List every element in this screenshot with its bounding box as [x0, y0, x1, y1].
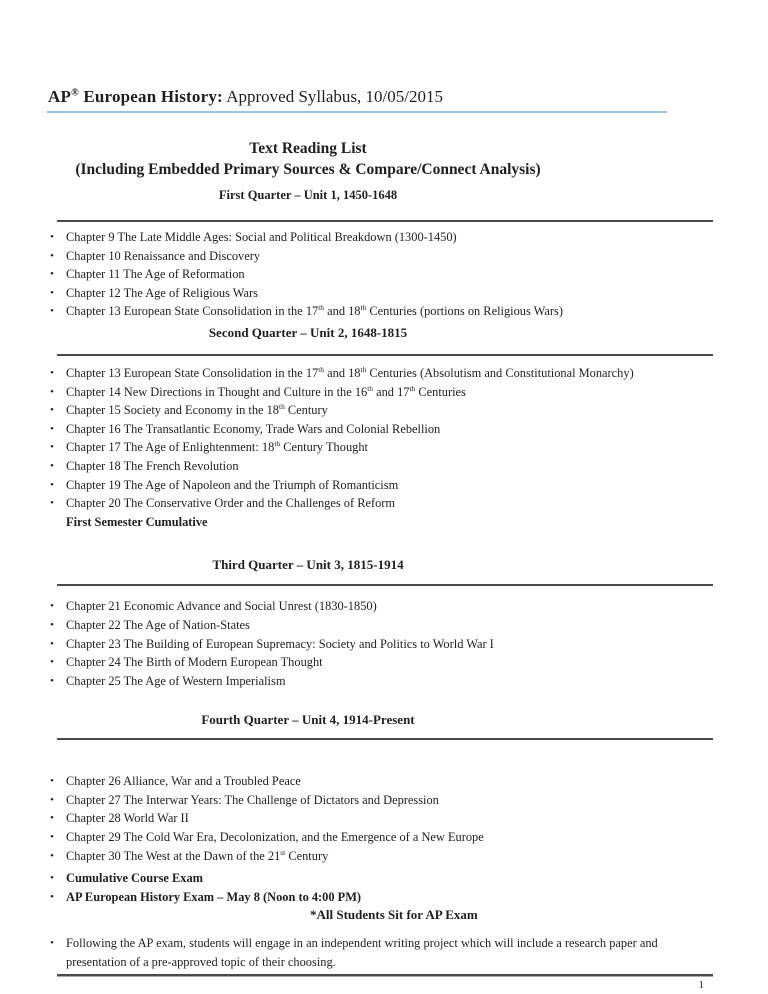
bullet-icon: •: [50, 849, 54, 862]
list-item-text: First Semester Cumulative: [66, 514, 208, 529]
page-subtitle: (Including Embedded Primary Sources & Compare/Connect Analysis): [75, 161, 541, 178]
list-item-text: Cumulative Course Exam: [66, 871, 203, 886]
list-item: [48, 809, 713, 828]
list-item: [48, 635, 713, 654]
list-item-text: Chapter 12 The Age of Religious Wars: [66, 285, 258, 300]
list-item: [48, 791, 713, 810]
list-item-text: Chapter 26 Alliance, War and a Troubled Peace: [66, 774, 301, 789]
list-item-text: Chapter 28 World War II: [66, 811, 189, 826]
bullet-icon: •: [50, 441, 54, 454]
list-item-text: Chapter 16 The Transatlantic Economy, Trade Wars and Colonial Rebellion: [66, 421, 441, 436]
bullet-icon: •: [50, 422, 54, 435]
list-item-text: Chapter 13 European State Consolidation in the 17th and 18th Centuries (Absolutism and Constitutional Monarchy): [66, 364, 634, 380]
list-item: [48, 383, 713, 402]
list-item: [48, 597, 713, 616]
heading-block: [48, 139, 568, 203]
list-item-text: Chapter 13 European State Consolidation in the 17th and 18th Centuries (portions on Religious Wars): [66, 303, 563, 319]
bullet-icon: •: [50, 890, 54, 903]
page-title: Text Reading List: [249, 140, 367, 157]
bullet-icon: •: [50, 497, 54, 510]
list-item: [48, 672, 713, 691]
list-item-text: Chapter 20 The Conservative Order and the Challenges of Reform: [66, 496, 396, 511]
list-item-text: Chapter 30 The West at the Dawn of the 21st Century: [66, 847, 329, 863]
fourth-quarter-list: [48, 772, 713, 906]
list-item-text: Chapter 17 The Age of Enlightenment: 18th Century Thought: [66, 439, 368, 455]
bullet-icon: •: [50, 637, 54, 650]
heading-first-quarter: First Quarter – Unit 1, 1450-1648: [218, 188, 398, 202]
list-item-text: Chapter 14 New Directions in Thought and Culture in the 16th and 17th Centuries: [66, 383, 466, 399]
list-item: [48, 888, 713, 907]
list-item: [48, 401, 713, 420]
bullet-icon: •: [50, 231, 54, 243]
bullet-icon: •: [50, 268, 54, 281]
list-item: [48, 869, 713, 888]
list-item: [48, 616, 713, 635]
list-item-text: Chapter 29 The Cold War Era, Decolonization, and the Emergence of a New Europe: [66, 830, 484, 845]
bullet-icon: •: [50, 793, 54, 806]
all-students-note: *All Students Sit for AP Exam: [310, 907, 478, 923]
bullet-icon: •: [50, 249, 54, 262]
list-item-text: Following the AP exam, students will engage in an independent writing project which will include a research paper and presentation of a pre-approved topic of their choosing.: [66, 935, 658, 969]
list-item: [48, 653, 713, 672]
section-divider: [57, 738, 713, 740]
list-item-text: Chapter 27 The Interwar Years: The Challenge of Dictators and Depression: [66, 792, 439, 807]
list-item: [48, 457, 713, 476]
bullet-icon: [48, 513, 66, 532]
bullet-icon: •: [50, 600, 54, 613]
section-divider: [57, 584, 713, 586]
bullet-icon: •: [50, 618, 54, 631]
post-exam-list: [48, 934, 713, 971]
page-number: 1: [698, 979, 704, 992]
heading-second-quarter: Second Quarter – Unit 2, 1648-1815: [208, 324, 408, 340]
list-item: [48, 513, 713, 532]
bullet-icon: •: [50, 872, 54, 885]
list-item: [48, 265, 713, 284]
third-quarter-list: [48, 597, 713, 690]
bullet-icon: •: [50, 305, 54, 318]
list-item-text: Chapter 22 The Age of Nation-States: [66, 617, 250, 632]
list-item: [48, 364, 713, 383]
heading-third-quarter: Third Quarter – Unit 3, 1815-1914: [212, 557, 404, 573]
bullet-icon: •: [50, 478, 54, 491]
doc-title-bold: AP® European History:: [48, 87, 223, 106]
bullet-icon: •: [50, 831, 54, 844]
doc-title: [48, 0, 713, 108]
list-item-text: Chapter 21 Economic Advance and Social Unrest (1830-1850): [66, 599, 377, 614]
list-item: [48, 420, 713, 439]
list-item: [48, 228, 713, 247]
section-divider: [57, 220, 713, 222]
bullet-icon: •: [50, 286, 54, 299]
bullet-icon: •: [50, 656, 54, 669]
list-item: [48, 494, 713, 513]
title-underline: [47, 111, 667, 113]
section-divider: [57, 354, 713, 356]
list-item-text: Chapter 24 The Birth of Modern European Thought: [66, 655, 323, 670]
second-quarter-list: [48, 364, 713, 531]
list-item-text: Chapter 9 The Late Middle Ages: Social and Political Breakdown (1300-1450): [66, 230, 457, 244]
bullet-icon: •: [50, 674, 54, 687]
list-item-text: Chapter 25 The Age of Western Imperialism: [66, 673, 286, 688]
list-item-text: Chapter 18 The French Revolution: [66, 458, 239, 473]
heading-fourth-quarter: Fourth Quarter – Unit 4, 1914-Present: [201, 712, 415, 728]
bullet-icon: •: [50, 812, 54, 825]
bullet-icon: •: [50, 404, 54, 417]
list-item: [48, 284, 713, 303]
list-item-text: Chapter 23 The Building of European Supremacy: Society and Politics to World War I: [66, 636, 494, 651]
list-item: [48, 302, 713, 321]
list-item: [48, 438, 713, 457]
list-item-text: Chapter 15 Society and Economy in the 18th Century: [66, 402, 328, 418]
list-item: [48, 847, 713, 866]
list-item-text: AP European History Exam – May 8 (Noon to 4:00 PM): [66, 889, 362, 904]
list-item: [48, 476, 713, 495]
list-item-text: Chapter 19 The Age of Napoleon and the Triumph of Romanticism: [66, 477, 399, 492]
bullet-icon: •: [50, 366, 54, 379]
list-item-text: Chapter 10 Renaissance and Discovery: [66, 248, 261, 263]
list-item-text: Chapter 11 The Age of Reformation: [66, 267, 245, 282]
bullet-icon: •: [50, 775, 54, 788]
list-item: [48, 934, 713, 971]
list-item: [48, 772, 713, 791]
bullet-icon: •: [50, 385, 54, 398]
list-item: [48, 247, 713, 266]
bullet-icon: •: [50, 459, 54, 472]
first-quarter-list: [48, 228, 713, 321]
list-item: [48, 828, 713, 847]
doc-title-regular: Approved Syllabus, 10/05/2015: [222, 87, 443, 106]
bullet-icon: •: [50, 936, 54, 949]
footer-divider: [57, 974, 713, 977]
